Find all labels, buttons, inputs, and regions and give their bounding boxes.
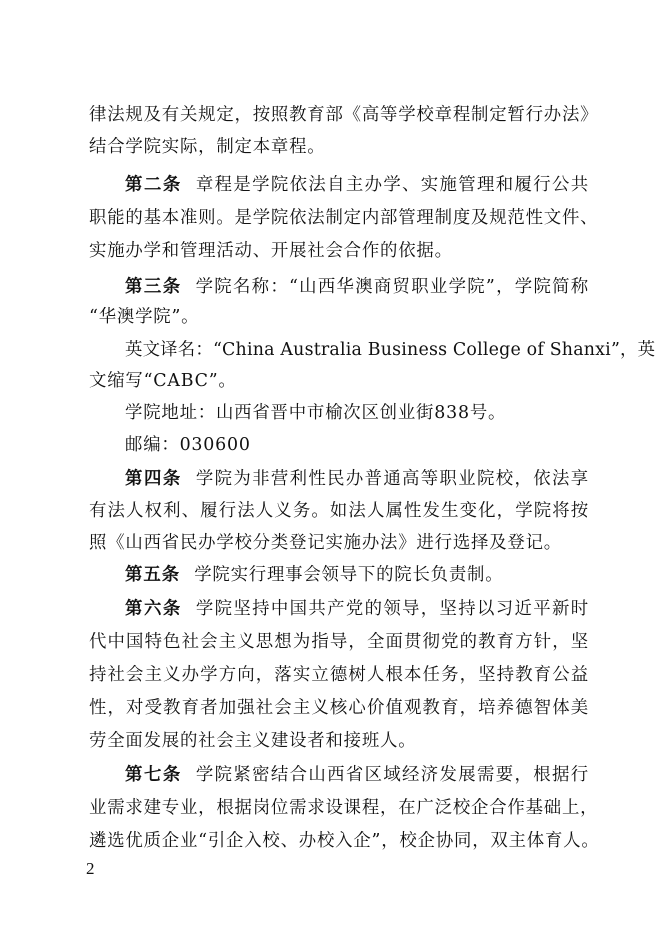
article-line: 第六条 学院坚持中国共产党的领导，坚持以习近平新时: [125, 599, 589, 619]
article-line: 第三条 学院名称：“山西华澳商贸职业学院”，学院简称: [125, 277, 589, 297]
body-line: 邮编：030600: [125, 435, 251, 455]
body-line: 持社会主义办学方向，落实立德树人根本任务，坚持教育公益: [89, 665, 589, 685]
page-number: 2: [86, 859, 95, 878]
body-line: 结合学院实际，制定本章程。: [89, 137, 326, 157]
article-line: 第七条 学院紧密结合山西省区域经济发展需要，根据行: [125, 765, 589, 785]
body-line: 学院地址：山西省晋中市榆次区创业街838号。: [125, 403, 507, 423]
article-heading: 第五条: [125, 565, 181, 585]
body-line: 照《山西省民办学校分类登记实施办法》进行选择及登记。: [89, 533, 562, 553]
body-line: 性，对受教育者加强社会主义核心价值观教育，培养德智体美: [89, 698, 589, 718]
body-line: 英文译名：“China Australia Business College of Shanxi”，英: [125, 340, 656, 360]
body-line: 律法规及有关规定，按照教育部《高等学校章程制定暂行办法》: [89, 105, 599, 125]
body-line: 业需求建专业，根据岗位需求设课程，在广泛校企合作基础上，: [89, 798, 599, 818]
body-line: 代中国特色社会主义思想为指导，全面贯彻党的教育方针，坚: [89, 632, 589, 652]
article-line: 第四条 学院为非营利性民办普通高等职业院校，依法享: [125, 469, 589, 489]
article-heading: 第二条: [125, 175, 182, 195]
body-line: 文缩写“CABC”。: [89, 371, 237, 391]
article-heading: 第四条: [125, 469, 182, 489]
article-heading: 第三条: [125, 277, 182, 297]
article-line: 第五条 学院实行理事会领导下的院长负责制。: [125, 565, 504, 585]
body-line: 劳全面发展的社会主义建设者和接班人。: [89, 731, 417, 751]
body-line: 实施办学和管理活动、开展社会合作的依据。: [89, 241, 453, 261]
body-line: 有法人权利、履行法人义务。如法人属性发生变化，学院将按: [89, 501, 589, 521]
article-heading: 第七条: [125, 765, 182, 785]
body-line: 遴选优质企业“引企入校、办校入企”，校企协同，双主体育人。: [89, 831, 600, 851]
body-line: 职能的基本准则。是学院依法制定内部管理制度及规范性文件、: [89, 208, 599, 228]
article-line: 第二条 章程是学院依法自主办学、实施管理和履行公共: [125, 175, 589, 195]
article-heading: 第六条: [125, 599, 182, 619]
body-line: “华澳学院”。: [89, 307, 200, 327]
